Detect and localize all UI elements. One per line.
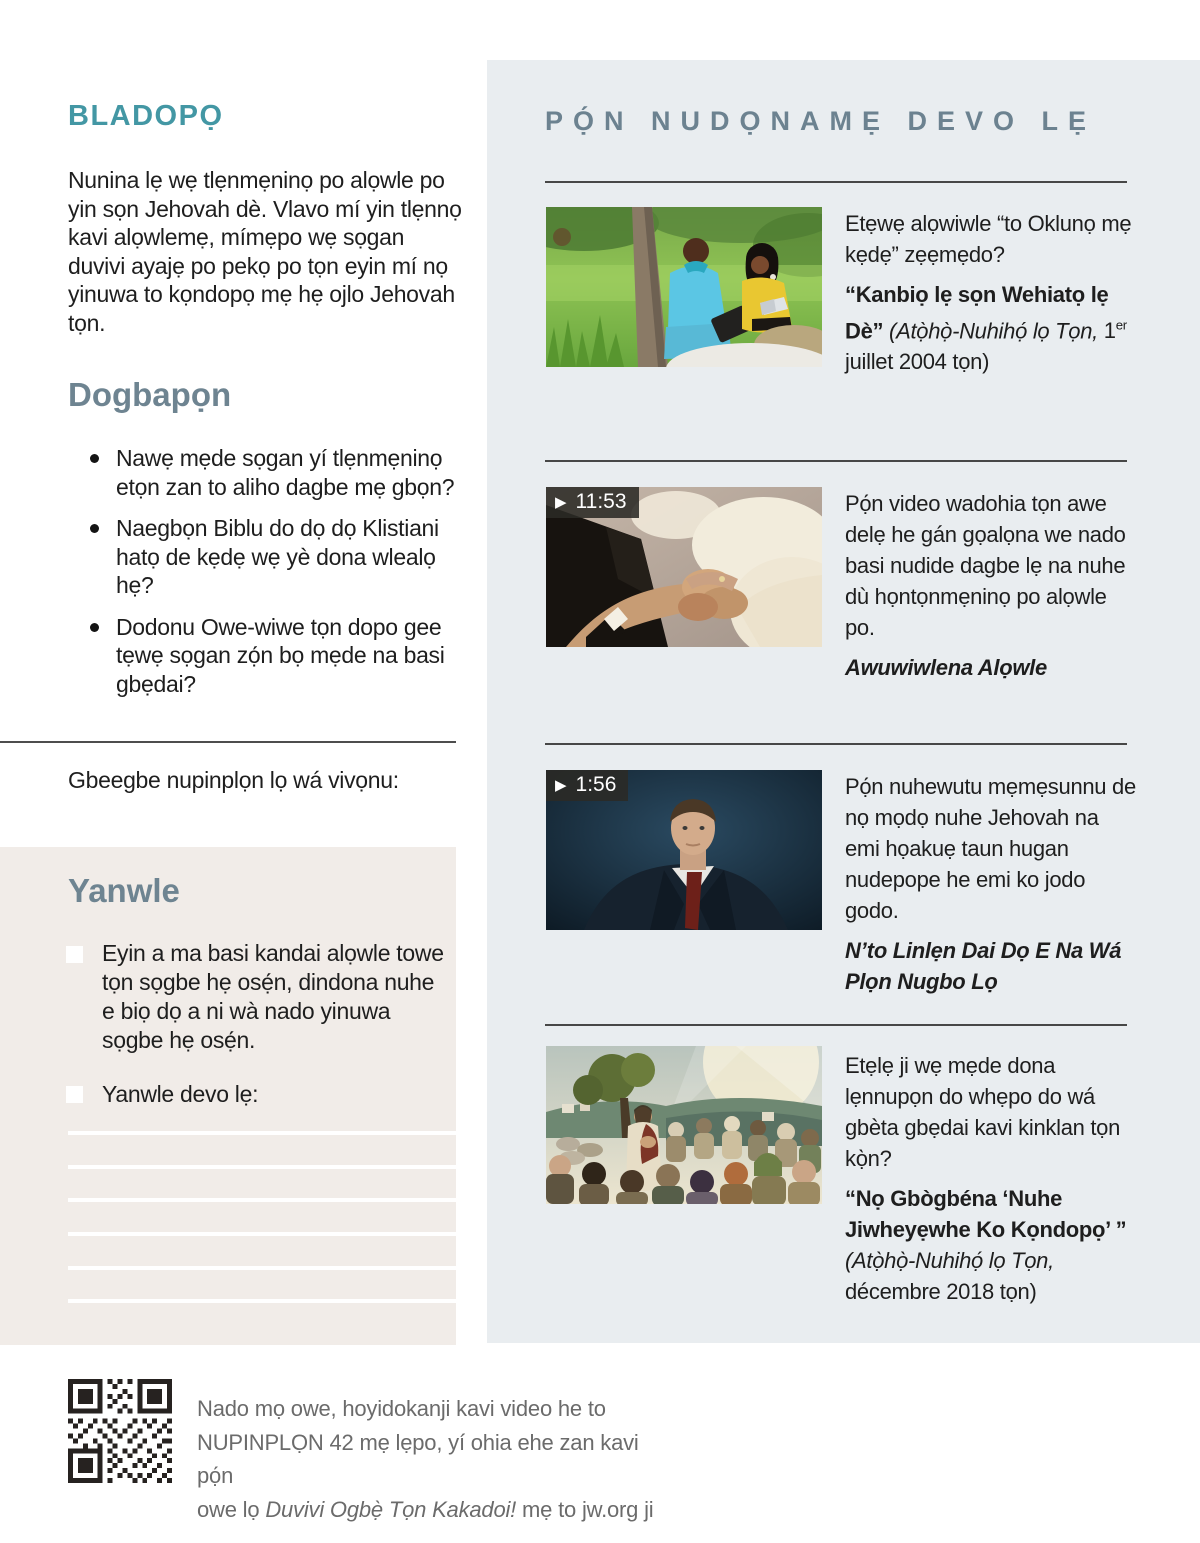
footer-line3-pre: owe lọ: [197, 1496, 266, 1522]
writing-line[interactable]: [68, 1165, 456, 1169]
intro-heading: BLADOPỌ: [68, 100, 224, 132]
video-thumbnail-brother-portrait[interactable]: [546, 770, 822, 930]
citation-date: décembre 2018 tọn): [845, 1279, 1037, 1304]
video-title: Awuwiwlena Alọwle: [845, 655, 1047, 680]
video-thumbnail-wedding-hands[interactable]: [546, 487, 822, 647]
play-icon: ▶: [555, 493, 567, 511]
footer-line1: Nado mọ owe, hoyidokanji kavi video he to: [197, 1396, 606, 1421]
media-question: Etẹlẹ ji wẹ mẹde dona lẹnnupọn do whẹpo do wá gbèta gbẹdai kavi kinklan tọn kọ̀n?: [845, 1053, 1121, 1171]
writing-line[interactable]: [68, 1299, 456, 1303]
question-text: Naegbọn Biblu do dọ dọ Klistiani hatọ de kẹdẹ wẹ yè dona wlealọ hẹ?: [116, 515, 439, 598]
media-reference: [845, 279, 1137, 377]
video-duration-badge: [546, 770, 628, 801]
footer-line2: NUPINPLỌN 42 mẹ lẹpo, yí ohia ehe zan kavi pọ́n: [197, 1429, 639, 1488]
footer-line3-post: mẹ to jw.org ji: [516, 1496, 654, 1522]
question-item: [88, 444, 462, 501]
question-text: Nawẹ mẹde sọgan yí tlẹnmẹninọ etọn zan to aliho dagbe mẹ gbọn?: [116, 445, 455, 500]
goal-checkbox-1[interactable]: [66, 946, 83, 963]
question-item: [88, 613, 462, 699]
media-reference: [845, 1183, 1137, 1307]
media-item-2: [845, 488, 1137, 683]
photo-couple-under-tree: [546, 207, 822, 367]
qr-code: [68, 1379, 172, 1483]
question-item: [88, 514, 462, 600]
writing-line[interactable]: [68, 1131, 456, 1135]
video-duration-badge: [546, 487, 639, 518]
play-icon: ▶: [555, 776, 567, 794]
media-rule: [545, 181, 1127, 183]
left-divider-rule: [0, 741, 456, 743]
video-title: N’to Linlẹn Dai Dọ E Na Wá Plọn Nugbo Lọ: [845, 938, 1122, 994]
couple-park-illustration: [546, 207, 822, 367]
goals-heading: Yanwle: [68, 872, 180, 909]
review-line: Gbeegbe nupinplọn lọ wá vivọnu:: [68, 767, 399, 793]
footer-note: [197, 1392, 667, 1526]
media-item-4: [845, 1050, 1137, 1307]
media-item-1: [845, 208, 1137, 377]
crowd-scene-illustration: [546, 1046, 822, 1204]
publication-citation: (Atọ̀họ̀-Nuhihọ́ lọ Tọn,: [845, 1248, 1054, 1273]
photo-jesus-teaching-crowd: [546, 1046, 822, 1204]
video-duration: 11:53: [575, 490, 627, 513]
qr-code-image: [68, 1379, 172, 1483]
media-rule: [545, 1024, 1127, 1026]
media-panel-heading: PỌ́N NUDỌNAMẸ DEVO LẸ: [545, 106, 1097, 136]
media-question: Pọ́n nuhewutu mẹmẹsunnu de nọ mọdọ nuhe Jehovah na emi họakuẹ taun hugan nudepope he emi ko jodo godo.: [845, 774, 1136, 923]
question-list: [88, 444, 462, 711]
publication-citation: (Atọ̀họ̀-Nuhihọ́ lọ Tọn,: [889, 318, 1098, 344]
goal-item-1: Eyin a ma basi kandai alọwle towe tọn sọgbe hẹ osẹ́n, dindona nuhe e biọ dọ a ni wà nado yinuwa sọgbe hẹ osẹ́n.: [102, 940, 444, 1053]
writing-line[interactable]: [68, 1266, 456, 1270]
footer-publication-title: Duvivi Ogbẹ̀ Tọn Kakadoi!: [265, 1496, 517, 1522]
media-rule: [545, 460, 1127, 462]
intro-paragraph: Nunina lẹ wẹ tlẹnmẹninọ po alọwle po yin sọn Jehovah dè. Vlavo mí yin tlẹnnọ kavi alọwlemẹ, mímẹpo wẹ sọgan duvivi ayajẹ po pekọ po tọn eyin mí nọ yinuwa to kọndopọ mẹ hẹ ojlo Jehovah tọn.: [68, 167, 462, 336]
questions-heading: Dogbapọn: [68, 376, 232, 413]
question-text: Dodonu Owe-wiwe tọn dopo gee tẹwẹ sọgan zọ́n bọ mẹde na basi gbẹdai?: [116, 613, 445, 697]
citation-date: 1er juillet 2004 tọn): [845, 318, 1127, 375]
media-question: Etẹwẹ alọwiwle “to Oklunọ mẹ kẹdẹ” zẹẹmẹdo?: [845, 211, 1132, 267]
writing-line[interactable]: [68, 1232, 456, 1236]
video-duration: 1:56: [575, 773, 617, 796]
goal-item-2: Yanwle devo lẹ:: [102, 1081, 259, 1107]
goal-checkbox-2[interactable]: [66, 1086, 83, 1103]
publication-title: “Kanbiọ lẹ sọn Wehiatọ lẹ Dè”: [845, 282, 1109, 344]
media-question: Pọ́n video wadohia tọn awe delẹ he gán gọalọna we nado basi nudide dagbe lẹ na nuhe dù họntọnmẹninọ po alọwle po.: [845, 491, 1126, 640]
media-rule: [545, 743, 1127, 745]
writing-line[interactable]: [68, 1198, 456, 1202]
media-item-3: [845, 771, 1137, 997]
publication-title: “Nọ Gbògbéna ‘Nuhe Jiwheyẹwhe Ko Kọndopọ’ ”: [845, 1186, 1127, 1242]
